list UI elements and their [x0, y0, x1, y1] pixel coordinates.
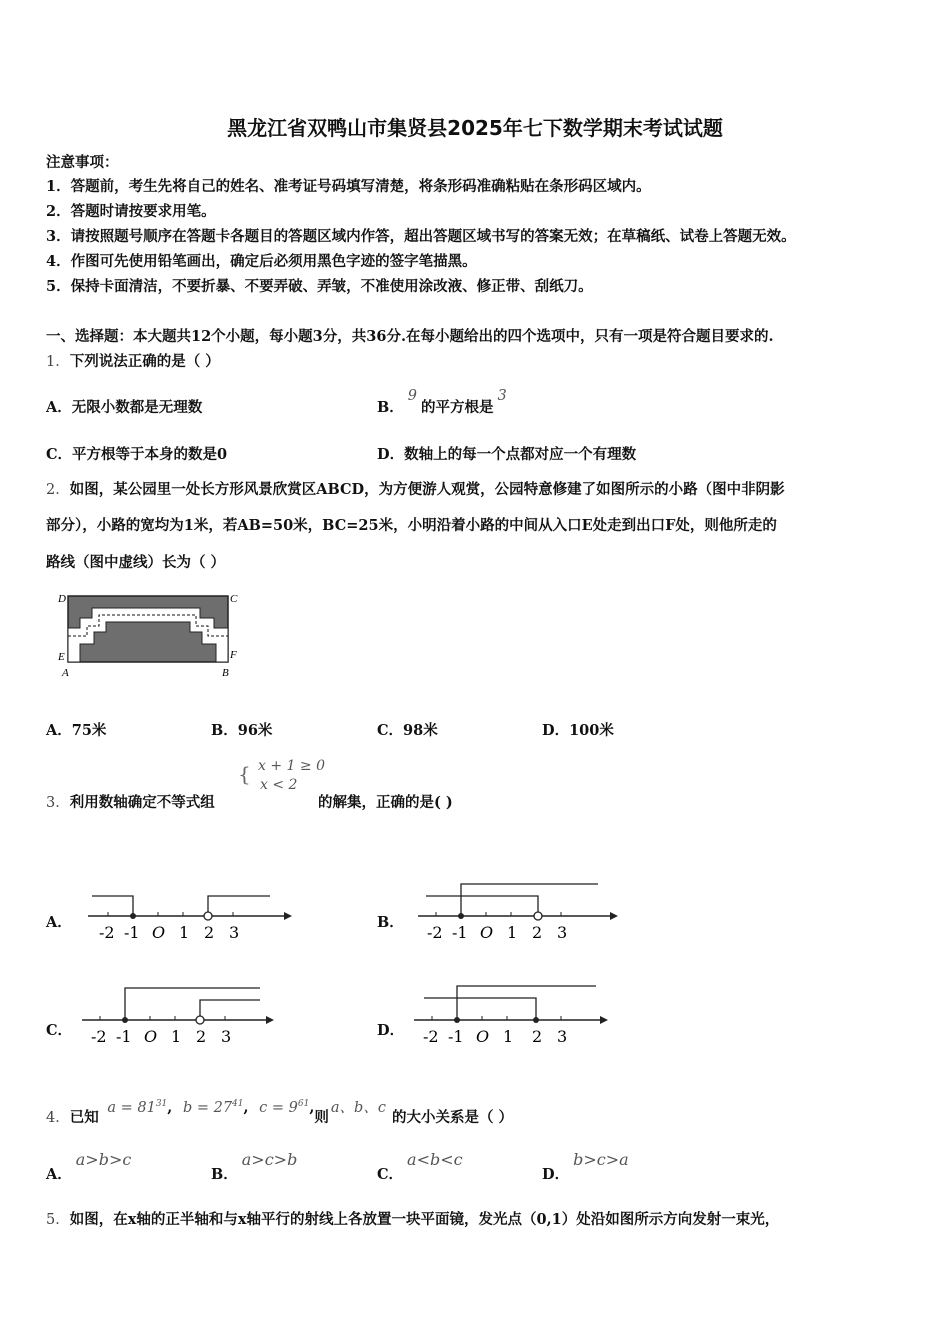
svg-text:3: 3 — [557, 1027, 568, 1046]
question-1-stem: 1．下列说法正确的是（ ） — [46, 353, 220, 370]
svg-text:-2: -2 — [423, 1027, 439, 1046]
svg-text:-1: -1 — [452, 923, 468, 942]
svg-text:2: 2 — [204, 923, 215, 942]
section-heading: 一、选择题：本大题共12个小题，每小题3分，共36分.在每小题给出的四个选项中，只有一项是符合题目要求的. — [46, 328, 774, 345]
svg-text:1: 1 — [507, 923, 518, 942]
park-path-figure — [56, 588, 246, 680]
svg-text:2: 2 — [532, 1027, 543, 1046]
figure-label: C — [230, 593, 238, 605]
svg-text:-1: -1 — [448, 1027, 464, 1046]
svg-text:2: 2 — [532, 923, 543, 942]
svg-text:-1: -1 — [116, 1027, 132, 1046]
svg-text:1: 1 — [171, 1027, 182, 1046]
question-3-stem-post: 的解集，正确的是( ) — [318, 794, 453, 811]
svg-text:-2: -2 — [427, 923, 443, 942]
number-line-a — [84, 884, 294, 944]
notice-item: 1．答题前，考生先将自己的姓名、准考证号码填写清楚，将条形码准确粘贴在条形码区域内。 — [46, 178, 651, 195]
svg-text:1: 1 — [503, 1027, 514, 1046]
notice-item: 5．保持卡面清洁，不要折暴、不要弄破、弄皱，不准使用涂改液、修正带、刮纸刀。 — [46, 278, 593, 295]
question-4-stem: 4．已知 $a = 81^{31}$, $b = 27^{41}$, $c = 9^{61}$,则a、b、c的大小关系是（ ） — [46, 1098, 514, 1126]
q1-option-d: D．数轴上的每一个点都对应一个有理数 — [377, 446, 637, 463]
svg-text:1: 1 — [179, 923, 190, 942]
q1-option-c: C．平方根等于本身的数是0 — [46, 446, 228, 463]
number-line-c — [78, 984, 288, 1048]
q4-option-d: D．b>c>a — [542, 1150, 629, 1183]
notice-heading: 注意事项： — [46, 154, 119, 171]
figure-label: D — [58, 593, 66, 605]
inequality-system: { x + 1 ≥ 0 x < 2 — [238, 758, 325, 793]
number-line-b — [414, 880, 624, 944]
notice-item: 2．答题时请按要求用笔。 — [46, 203, 216, 220]
q2-option-c: C．98米 — [377, 722, 438, 739]
q1-option-a: A．无限小数都是无理数 — [46, 399, 203, 416]
number-line-d — [410, 984, 620, 1048]
c-expr: c = 9 — [259, 1099, 298, 1116]
page-title: 黑龙江省双鸭山市集贤县2025年七下数学期末考试试题 — [227, 116, 723, 140]
question-5-stem: 5．如图，在x轴的正半轴和与x轴平行的射线上各放置一块平面镜，发光点（0,1）处沿如图所示方向发射一束光， — [46, 1211, 780, 1228]
q3-option-c-label: C． — [46, 1022, 73, 1039]
q3-option-a-label: A． — [46, 914, 72, 931]
q2-option-d: D．100米 — [542, 722, 614, 739]
svg-text:-2: -2 — [99, 923, 115, 942]
figure-label: B — [222, 667, 229, 679]
svg-text:-1: -1 — [124, 923, 140, 942]
q3-option-b-label: B． — [377, 914, 404, 931]
svg-text:2: 2 — [196, 1027, 207, 1046]
svg-text:3: 3 — [557, 923, 568, 942]
q4-option-b: B．a>c>b — [211, 1150, 298, 1183]
svg-text:O: O — [152, 923, 166, 942]
svg-text:-2: -2 — [91, 1027, 107, 1046]
notice-item: 4．作图可先使用铅笔画出，确定后必须用黑色字迹的签字笔描黑。 — [46, 253, 477, 270]
svg-text:3: 3 — [221, 1027, 232, 1046]
q4-option-c: C．a<b<c — [377, 1150, 463, 1183]
q4-option-a: A．a>b>c — [46, 1150, 132, 1183]
figure-label: A — [62, 667, 69, 679]
svg-text:3: 3 — [229, 923, 240, 942]
question-number: 1． — [46, 354, 70, 370]
b-expr: b = 27 — [182, 1099, 233, 1116]
figure-label: E — [58, 651, 65, 663]
notice-item: 3．请按照题号顺序在答题卡各题目的答题区域内作答，超出答题区域书写的答案无效；在草稿纸、试卷上答题无效。 — [46, 228, 796, 245]
svg-text:O: O — [480, 923, 494, 942]
q1-option-b: B．9的平方根是3 — [377, 388, 507, 416]
question-2-line2: 部分），小路的宽均为1米，若AB=50米，BC=25米，小明沿着小路的中间从入口E处走到出口F处，则他所走的 — [46, 517, 777, 534]
question-2-line3: 路线（图中虚线）长为（ ） — [46, 554, 226, 571]
figure-label: F — [230, 649, 237, 661]
brace-icon: { — [238, 762, 251, 786]
svg-text:O: O — [144, 1027, 158, 1046]
q2-option-a: A．75米 — [46, 722, 107, 739]
q2-option-b: B．96米 — [211, 722, 273, 739]
question-3-stem-pre: 3．利用数轴确定不等式组 — [46, 794, 215, 811]
a-expr: a = 81 — [107, 1099, 156, 1116]
svg-text:O: O — [476, 1027, 490, 1046]
question-2-line1: 2．如图，某公园里一处长方形风景欣赏区ABCD，为方便游人观赏，公园特意修建了如图所示的小路（图中非阴影 — [46, 481, 785, 498]
q3-option-d-label: D． — [377, 1022, 405, 1039]
